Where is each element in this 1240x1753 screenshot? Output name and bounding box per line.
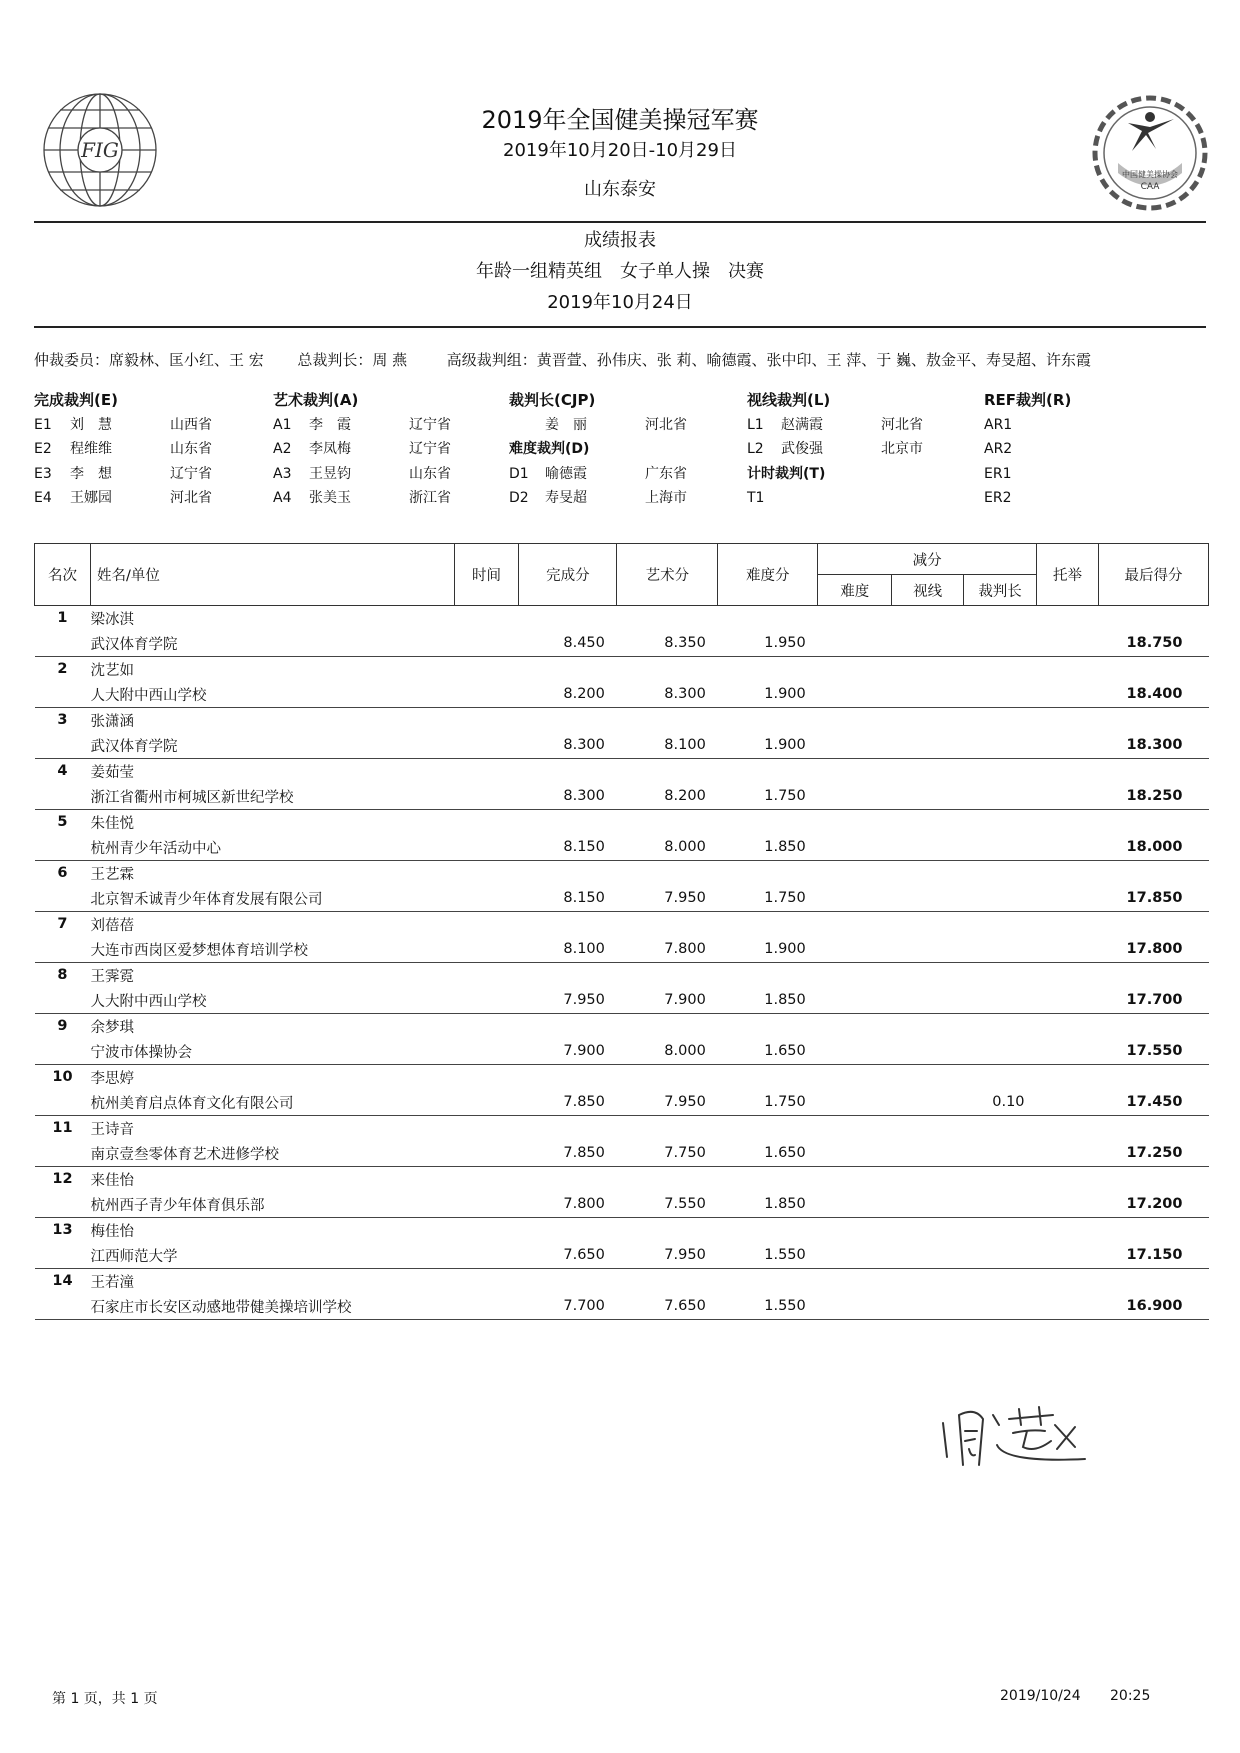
artistic-score: 7.800: [617, 936, 718, 963]
rank-cell: 9: [57, 1018, 68, 1034]
chief-deduction: [964, 1140, 1037, 1167]
artistic-score: 7.750: [617, 1140, 718, 1167]
athlete-name: 余梦琪: [90, 1019, 134, 1036]
difficulty-score: 1.850: [718, 1191, 818, 1218]
col-final: 最后得分: [1098, 544, 1208, 606]
athlete-name: 沈艺如: [90, 662, 134, 679]
rank-cell: 6: [57, 865, 68, 881]
execution-score: 7.850: [519, 1089, 617, 1116]
rank-cell: 12: [52, 1171, 73, 1187]
difficulty-score: 1.900: [718, 732, 818, 759]
athlete-unit: 杭州美育启点体育文化有限公司: [90, 1089, 454, 1116]
athlete-name: 李思婷: [90, 1070, 134, 1087]
col-execution: 完成分: [519, 544, 617, 606]
athlete-unit: 人大附中西山学校: [90, 681, 454, 708]
artistic-score: 8.000: [617, 834, 718, 861]
rank-cell: 2: [57, 661, 68, 677]
artistic-score: 7.550: [617, 1191, 718, 1218]
table-row-scores: [35, 630, 1209, 657]
rank-cell: 11: [52, 1120, 73, 1136]
chief-deduction: 0.10: [964, 1089, 1037, 1116]
artistic-score: 8.100: [617, 732, 718, 759]
table-row: [35, 861, 1209, 886]
svg-text:FIG: FIG: [81, 138, 119, 162]
athlete-unit: 北京智禾诚青少年体育发展有限公司: [90, 885, 454, 912]
line-judges: 视线裁判(L) L1 赵满霞 河北省 L2 武俊强 北京市 计时裁判(T) T1: [747, 388, 923, 511]
table-row: [35, 1269, 1209, 1294]
final-score: 17.550: [1098, 1038, 1208, 1065]
athlete-unit: 杭州青少年活动中心: [90, 834, 454, 861]
execution-score: 8.100: [519, 936, 617, 963]
table-row: [35, 606, 1209, 631]
cjp-title: 裁判长(CJP): [509, 391, 596, 409]
athlete-name: 来佳怡: [90, 1172, 134, 1189]
athlete-name: 梁冰淇: [90, 611, 134, 628]
line-title: 视线裁判(L): [747, 391, 831, 409]
chief-deduction: [964, 834, 1037, 861]
ref-judges: REF裁判(R) AR1 AR2 ER1 ER2: [984, 388, 1071, 511]
athlete-name: 张潇涵: [90, 713, 134, 730]
ref-title: REF裁判(R): [984, 391, 1072, 409]
page-number: 第 1 页，共 1 页: [52, 1691, 158, 1707]
cjp-judges: 裁判长(CJP) 姜 丽 河北省 难度裁判(D) D1 喻德霞 广东省 D2 寿旻超 上海市: [509, 388, 687, 511]
table-row-scores: [35, 1191, 1209, 1218]
chief-deduction: [964, 1038, 1037, 1065]
athlete-unit: 大连市西岗区爱梦想体育培训学校: [90, 936, 454, 963]
table-row-scores: [35, 885, 1209, 912]
artistic-score: 7.900: [617, 987, 718, 1014]
event-dates: 2019年10月20日-10月29日: [503, 140, 737, 161]
timer-title: 计时裁判(T): [747, 465, 826, 482]
category-title: 年龄一组精英组 女子单人操 决赛: [476, 261, 764, 282]
col-ded-chief: 裁判长: [964, 575, 1037, 606]
execution-score: 8.200: [519, 681, 617, 708]
execution-score: 7.950: [519, 987, 617, 1014]
table-row-scores: [35, 1293, 1209, 1320]
athlete-name: 刘蓓蓓: [90, 917, 134, 934]
difficulty-score: 1.950: [718, 630, 818, 657]
rank-cell: 3: [57, 712, 68, 728]
athlete-name: 王若潼: [90, 1274, 134, 1291]
artistic-judges: 艺术裁判(A) A1 李 霞 辽宁省 A2 李凤梅 辽宁省 A3 王昱钧 山东省 A4 张美玉 浙江省: [273, 388, 451, 511]
athlete-unit: 武汉体育学院: [90, 630, 454, 657]
jury-members: 席毅林、匡小红、王 宏: [109, 351, 264, 369]
execution-title: 完成裁判(E): [34, 391, 118, 409]
athlete-unit: 杭州西子青少年体育俱乐部: [90, 1191, 454, 1218]
difficulty-score: 1.750: [718, 783, 818, 810]
final-score: 18.400: [1098, 681, 1208, 708]
col-difficulty: 难度分: [718, 544, 818, 606]
event-location: 山东泰安: [584, 179, 656, 200]
difficulty-score: 1.550: [718, 1293, 818, 1320]
table-row-scores: [35, 1038, 1209, 1065]
athlete-name: 王艺霖: [90, 866, 134, 883]
table-row: [35, 1218, 1209, 1243]
senior-judges: 黄晋萱、孙伟庆、张 莉、喻德霞、张中印、王 萍、于 巍、敖金平、寿旻超、许东霞: [536, 351, 1092, 369]
execution-score: 8.450: [519, 630, 617, 657]
table-row: [35, 708, 1209, 733]
final-score: 16.900: [1098, 1293, 1208, 1320]
athlete-unit: 武汉体育学院: [90, 732, 454, 759]
difficulty-score: 1.650: [718, 1038, 818, 1065]
table-row-scores: [35, 936, 1209, 963]
execution-score: 8.300: [519, 732, 617, 759]
rank-cell: 7: [57, 916, 68, 932]
execution-score: 7.850: [519, 1140, 617, 1167]
artistic-score: 7.950: [617, 1089, 718, 1116]
report-title: 成绩报表: [584, 230, 656, 251]
col-lift: 托举: [1037, 544, 1099, 606]
table-row-scores: [35, 987, 1209, 1014]
table-row: [35, 1116, 1209, 1141]
table-row-scores: [35, 732, 1209, 759]
rank-cell: 5: [57, 814, 68, 830]
difficulty-score: 1.900: [718, 936, 818, 963]
senior-label: 高级裁判组：: [446, 351, 537, 369]
final-score: 17.450: [1098, 1089, 1208, 1116]
athlete-unit: 石家庄市长安区动感地带健美操培训学校: [90, 1293, 454, 1320]
header-divider: [34, 221, 1206, 223]
execution-score: 8.150: [519, 834, 617, 861]
table-row: [35, 963, 1209, 988]
chief-judge: 周 燕: [372, 351, 408, 369]
officials-line: [34, 349, 1091, 370]
chief-deduction: [964, 732, 1037, 759]
chief-deduction: [964, 1191, 1037, 1218]
rank-cell: 4: [57, 763, 68, 779]
table-row: [35, 1014, 1209, 1039]
table-row-scores: [35, 681, 1209, 708]
table-row-scores: [35, 834, 1209, 861]
final-score: 18.000: [1098, 834, 1208, 861]
final-score: 17.150: [1098, 1242, 1208, 1269]
artistic-score: 7.650: [617, 1293, 718, 1320]
final-score: 17.250: [1098, 1140, 1208, 1167]
difficulty-score: 1.900: [718, 681, 818, 708]
artistic-score: 8.000: [617, 1038, 718, 1065]
athlete-unit: 浙江省衢州市柯城区新世纪学校: [90, 783, 454, 810]
table-row: [35, 1065, 1209, 1090]
chief-deduction: [964, 1242, 1037, 1269]
execution-score: 7.650: [519, 1242, 617, 1269]
execution-score: 7.700: [519, 1293, 617, 1320]
athlete-unit: 南京壹叁零体育艺术进修学校: [90, 1140, 454, 1167]
difficulty-score: 1.750: [718, 885, 818, 912]
chief-deduction: [964, 987, 1037, 1014]
officials-divider: [34, 326, 1206, 328]
rank-cell: 8: [57, 967, 68, 983]
jury-label: 仲裁委员：: [34, 351, 110, 369]
col-time: 时间: [454, 544, 519, 606]
table-row: [35, 759, 1209, 784]
artistic-score: 8.350: [617, 630, 718, 657]
final-score: 18.250: [1098, 783, 1208, 810]
difficulty-score: 1.650: [718, 1140, 818, 1167]
artistic-score: 8.300: [617, 681, 718, 708]
athlete-unit: 江西师范大学: [90, 1242, 454, 1269]
col-ded-difficulty: 难度: [818, 575, 892, 606]
report-date: 2019年10月24日: [547, 292, 693, 313]
athlete-name: 姜茹莹: [90, 764, 134, 781]
print-time: 20:25: [1110, 1688, 1151, 1704]
final-score: 17.700: [1098, 987, 1208, 1014]
artistic-title: 艺术裁判(A): [273, 391, 359, 409]
athlete-unit: 人大附中西山学校: [90, 987, 454, 1014]
table-row: [35, 912, 1209, 937]
execution-score: 8.150: [519, 885, 617, 912]
execution-judges: 完成裁判(E) E1 刘 慧 山西省 E2 程维维 山东省 E3 李 想 辽宁省 E4 王娜园 河北省: [34, 388, 212, 511]
final-score: 17.200: [1098, 1191, 1208, 1218]
chief-deduction: [964, 630, 1037, 657]
col-ded-line: 视线: [892, 575, 964, 606]
table-row-scores: [35, 1089, 1209, 1116]
table-row: [35, 657, 1209, 682]
chief-deduction: [964, 783, 1037, 810]
col-rank: 名次: [35, 544, 91, 606]
chief-judge-signature: [935, 1385, 1115, 1479]
table-row-scores: [35, 783, 1209, 810]
athlete-name: 王霁霓: [90, 968, 134, 985]
final-score: 18.750: [1098, 630, 1208, 657]
chief-label: 总裁判长：: [297, 351, 373, 369]
final-score: 17.800: [1098, 936, 1208, 963]
artistic-score: 7.950: [617, 1242, 718, 1269]
table-row: [35, 1167, 1209, 1192]
col-name: 姓名/单位: [90, 544, 454, 606]
col-deduction: 减分: [818, 544, 1037, 575]
athlete-unit: 宁波市体操协会: [90, 1038, 454, 1065]
table-row: [35, 810, 1209, 835]
difficulty-score: 1.550: [718, 1242, 818, 1269]
svg-text:CAA: CAA: [1140, 182, 1160, 192]
difficulty-title: 难度裁判(D): [509, 441, 590, 457]
chief-deduction: [964, 1293, 1037, 1320]
artistic-score: 7.950: [617, 885, 718, 912]
difficulty-score: 1.850: [718, 987, 818, 1014]
difficulty-score: 1.850: [718, 834, 818, 861]
difficulty-score: 1.750: [718, 1089, 818, 1116]
athlete-name: 王诗音: [90, 1121, 134, 1138]
artistic-score: 8.200: [617, 783, 718, 810]
chief-deduction: [964, 936, 1037, 963]
final-score: 18.300: [1098, 732, 1208, 759]
athlete-name: 梅佳怡: [90, 1223, 134, 1240]
table-row-scores: [35, 1140, 1209, 1167]
rank-cell: 1: [57, 610, 68, 626]
svg-text:中国健美操协会: 中国健美操协会: [1122, 170, 1178, 179]
athlete-name: 朱佳悦: [90, 815, 134, 832]
rank-cell: 13: [52, 1222, 73, 1238]
final-score: 17.850: [1098, 885, 1208, 912]
print-date: 2019/10/24: [1000, 1688, 1081, 1704]
table-row-scores: [35, 1242, 1209, 1269]
chief-deduction: [964, 681, 1037, 708]
event-title: 2019年全国健美操冠军赛: [481, 106, 759, 134]
execution-score: 7.800: [519, 1191, 617, 1218]
col-artistic: 艺术分: [617, 544, 718, 606]
execution-score: 8.300: [519, 783, 617, 810]
chief-deduction: [964, 885, 1037, 912]
rank-cell: 10: [52, 1069, 73, 1085]
execution-score: 7.900: [519, 1038, 617, 1065]
rank-cell: 14: [52, 1273, 73, 1289]
results-table: [34, 543, 1209, 1320]
